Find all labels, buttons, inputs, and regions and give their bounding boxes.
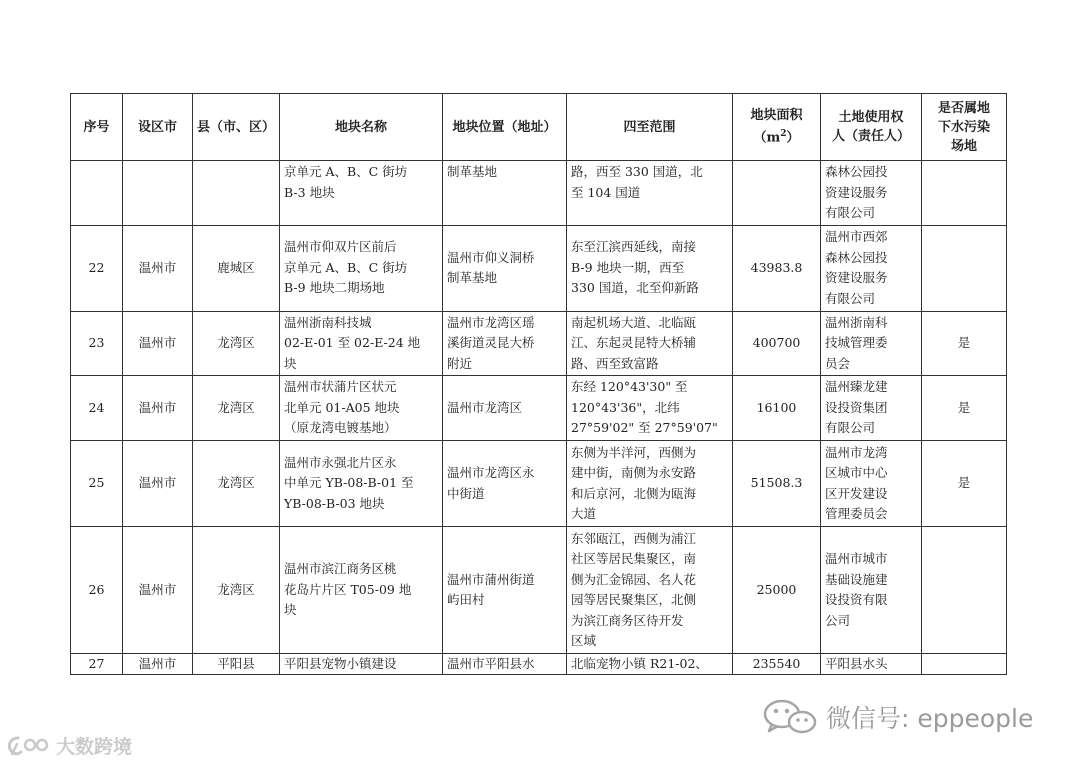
cell-bounds: 东侧为半洋河，西侧为 建中街，南侧为永安路 和后京河，北侧为瓯海 大道 — [567, 441, 733, 527]
header-location: 地块位置（地址） — [443, 94, 567, 161]
dashuju-logo-icon — [6, 734, 52, 758]
cell-owner: 温州浙南科 技城管理委 员会 — [821, 311, 922, 376]
cell-city: 温州市 — [123, 311, 193, 376]
cell-bounds: 路，西至 330 国道，北 至 104 国道 — [567, 161, 733, 226]
cell-area: 43983.8 — [733, 225, 821, 311]
table-row — [71, 225, 1007, 311]
cell-county: 龙湾区 — [193, 376, 280, 441]
cell-no: 25 — [71, 441, 123, 527]
table-header-row — [71, 94, 1007, 161]
header-groundwater: 是否属地 下水污染 场地 — [922, 94, 1007, 161]
cell-owner: 温州市城市 基础设施建 设投资有限 公司 — [821, 527, 922, 654]
cell-location: 温州市蒲州街道 屿田村 — [443, 527, 567, 654]
cell-bounds: 东邻瓯江，西侧为浦江 社区等居民集聚区，南 侧为汇金锦园、名人花 园等居民聚集区，北侧 为滨江商务区待开发 区域 — [567, 527, 733, 654]
cell-no: 24 — [71, 376, 123, 441]
table-row — [71, 376, 1007, 441]
cell-location: 温州市龙湾区瑶 溪街道灵昆大桥 附近 — [443, 311, 567, 376]
cell-name: 温州市永强北片区永 中单元 YB-08-B-01 至 YB-08-B-03 地块 — [280, 441, 443, 527]
cell-county: 平阳县 — [193, 654, 280, 675]
cell-location: 温州市龙湾区 — [443, 376, 567, 441]
header-name: 地块名称 — [280, 94, 443, 161]
cell-county: 龙湾区 — [193, 527, 280, 654]
cell-groundwater — [922, 161, 1007, 226]
header-bounds: 四至范围 — [567, 94, 733, 161]
cell-bounds: 南起机场大道、北临瓯 江、东起灵昆特大桥辅 路、西至致富路 — [567, 311, 733, 376]
cell-location: 温州市龙湾区永 中街道 — [443, 441, 567, 527]
cell-bounds: 东经 120°43'30" 至 120°43'36"，北纬 27°59'02" 至 27°59'07" — [567, 376, 733, 441]
table-row — [71, 527, 1007, 654]
table-row — [71, 654, 1007, 675]
header-no: 序号 — [71, 94, 123, 161]
table-row — [71, 311, 1007, 376]
cell-groundwater: 是 — [922, 441, 1007, 527]
header-county: 县（市、区） — [193, 94, 280, 161]
cell-name: 温州市滨江商务区桃 花岛片片区 T05-09 地 块 — [280, 527, 443, 654]
cell-groundwater — [922, 527, 1007, 654]
cell-city: 温州市 — [123, 441, 193, 527]
header-area: 地块面积 $(m^2)$ — [733, 94, 821, 161]
cell-groundwater — [922, 654, 1007, 675]
cell-name: 温州市状蒲片区状元 北单元 01-A05 地块 （原龙湾电镀基地） — [280, 376, 443, 441]
cell-city: 温州市 — [123, 654, 193, 675]
cell-area: 25000 — [733, 527, 821, 654]
cell-no — [71, 161, 123, 226]
cell-city — [123, 161, 193, 226]
cell-groundwater: 是 — [922, 311, 1007, 376]
cell-county: 龙湾区 — [193, 441, 280, 527]
cell-area: 16100 — [733, 376, 821, 441]
cell-no: 26 — [71, 527, 123, 654]
cell-groundwater: 是 — [922, 376, 1007, 441]
cell-area: 51508.3 — [733, 441, 821, 527]
cell-owner: 平阳县水头 — [821, 654, 922, 675]
cell-location: 温州市仰义洞桥 制革基地 — [443, 225, 567, 311]
header-city: 设区市 — [123, 94, 193, 161]
cell-area — [733, 161, 821, 226]
table-row — [71, 441, 1007, 527]
cell-location: 温州市平阳县水 — [443, 654, 567, 675]
cell-owner: 温州臻龙建 设投资集团 有限公司 — [821, 376, 922, 441]
cell-city: 温州市 — [123, 225, 193, 311]
cell-name: 温州浙南科技城 02-E-01 至 02-E-24 地 块 — [280, 311, 443, 376]
cell-city: 温州市 — [123, 376, 193, 441]
cell-owner: 温州市西郊 森林公园投 资建设服务 有限公司 — [821, 225, 922, 311]
cell-no: 27 — [71, 654, 123, 675]
header-owner: 土地使用权 人（责任人） — [821, 94, 922, 161]
cell-name: 平阳县宠物小镇建设 — [280, 654, 443, 675]
watermark-right-text: 微信号: eppeople — [826, 704, 1034, 733]
table-row — [71, 161, 1007, 226]
cell-groundwater — [922, 225, 1007, 311]
cell-bounds: 北临宠物小镇 R21-02、 — [567, 654, 733, 675]
cell-name: 京单元 A、B、C 街坊 B-3 地块 — [280, 161, 443, 226]
cell-city: 温州市 — [123, 527, 193, 654]
watermark-left — [6, 732, 132, 759]
wechat-icon — [760, 698, 818, 736]
cell-no: 23 — [71, 311, 123, 376]
cell-location: 制革基地 — [443, 161, 567, 226]
cell-no: 22 — [71, 225, 123, 311]
cell-owner: 森林公园投 资建设服务 有限公司 — [821, 161, 922, 226]
watermark-left-text: 大数跨境 — [56, 736, 133, 758]
cell-name: 温州市仰双片区前后 京单元 A、B、C 街坊 B-9 地块二期场地 — [280, 225, 443, 311]
cell-area: 235540 — [733, 654, 821, 675]
land-parcel-table — [70, 93, 1007, 675]
cell-county: 龙湾区 — [193, 311, 280, 376]
cell-county — [193, 161, 280, 226]
cell-county: 鹿城区 — [193, 225, 280, 311]
cell-bounds: 东至江滨西延线，南接 B-9 地块一期，西至 330 国道，北至仰新路 — [567, 225, 733, 311]
watermark-right — [760, 698, 1033, 736]
cell-owner: 温州市龙湾 区城市中心 区开发建设 管理委员会 — [821, 441, 922, 527]
cell-area: 400700 — [733, 311, 821, 376]
